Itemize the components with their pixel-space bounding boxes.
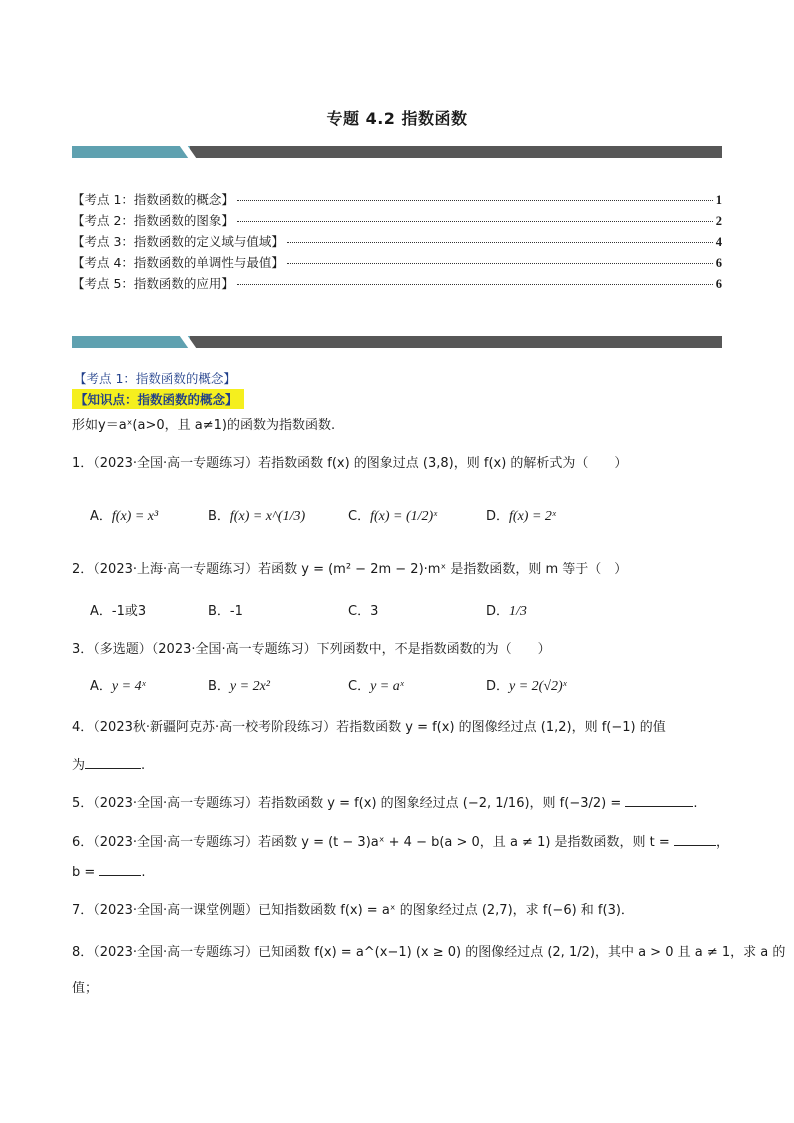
decorative-band-section [72, 336, 722, 348]
toc-item[interactable]: 【考点 4：指数函数的单调性与最值】 6 [72, 255, 722, 270]
q1-option-a[interactable]: A．f(x) = x³ [90, 509, 159, 524]
q2-option-d[interactable]: D．1/3 [486, 604, 527, 619]
question-1: 1．（2023·全国·高一专题练习）若指数函数 f(x) 的图象过点 (3,8)，则 f(x) 的解析式为（ ） [72, 456, 628, 471]
toc-item[interactable]: 【考点 3：指数函数的定义域与值域】 4 [72, 234, 722, 249]
question-6: 6．（2023·全国·高一专题练习）若函数 y = (t − 3)aˣ + 4 − b(a > 0，且 a ≠ 1) 是指数函数，则 t = ， [72, 831, 729, 850]
q2-option-c[interactable]: C．3 [348, 604, 379, 619]
q3-option-a[interactable]: A．y = 4ˣ [90, 679, 146, 694]
answer-blank[interactable] [85, 754, 141, 769]
q3-option-c[interactable]: C．y = aˣ [348, 679, 404, 694]
question-2: 2．（2023·上海·高一专题练习）若函数 y = (m² − 2m − 2)·mˣ 是指数函数，则 m 等于（ ） [72, 562, 628, 577]
q1-option-d[interactable]: D．f(x) = 2ˣ [486, 509, 556, 524]
q3-option-d[interactable]: D．y = 2(√2)ˣ [486, 679, 567, 694]
q1-option-c[interactable]: C．f(x) = (1/2)ˣ [348, 509, 438, 524]
answer-blank[interactable] [99, 861, 141, 876]
q2-option-a[interactable]: A．-1或3 [90, 604, 147, 619]
definition-text: 形如y＝aˣ(a>0，且 a≠1)的函数为指数函数. [72, 418, 336, 433]
toc-item[interactable]: 【考点 1：指数函数的概念】 1 [72, 192, 722, 207]
q1-option-b[interactable]: B．f(x) = x^(1/3) [208, 509, 306, 524]
knowledge-badge: 【知识点：指数函数的概念】 [72, 389, 244, 409]
question-3: 3．（多选题）（2023·全国·高一专题练习）下列函数中，不是指数函数的为（ ） [72, 642, 551, 657]
toc-item[interactable]: 【考点 5：指数函数的应用】 6 [72, 276, 722, 291]
decorative-band-top [72, 146, 722, 158]
table-of-contents [72, 190, 722, 295]
toc-item[interactable]: 【考点 2：指数函数的图象】 2 [72, 213, 722, 228]
page-title: 专题 4.2 指数函数 [326, 109, 468, 128]
q3-option-b[interactable]: B．y = 2x² [208, 679, 270, 694]
question-6-continued: b = . [72, 861, 146, 880]
question-4: 4．（2023秋·新疆阿克苏·高一校考阶段练习）若指数函数 y = f(x) 的图像经过点 (1,2)，则 f(−1) 的值 [72, 720, 666, 735]
question-5: 5．（2023·全国·高一专题练习）若指数函数 y = f(x) 的图象经过点 (−2, 1/16)，则 f(−3/2) = . [72, 792, 698, 811]
section-heading: 【考点 1：指数函数的概念】 [74, 371, 236, 386]
question-4-continued: 为 . [72, 754, 145, 773]
question-8-continued: 值； [72, 981, 99, 996]
answer-blank[interactable] [625, 792, 693, 807]
question-8: 8．（2023·全国·高一专题练习）已知函数 f(x) = a^(x−1) (x ≥ 0) 的图像经过点 (2, 1/2)，其中 a > 0 且 a ≠ 1，求 a 的 [72, 945, 786, 960]
q2-option-b[interactable]: B．-1 [208, 604, 243, 619]
answer-blank[interactable] [674, 831, 716, 846]
question-7: 7．（2023·全国·高一课堂例题）已知指数函数 f(x) = aˣ 的图象经过点 (2,7)，求 f(−6) 和 f(3)． [72, 903, 634, 918]
